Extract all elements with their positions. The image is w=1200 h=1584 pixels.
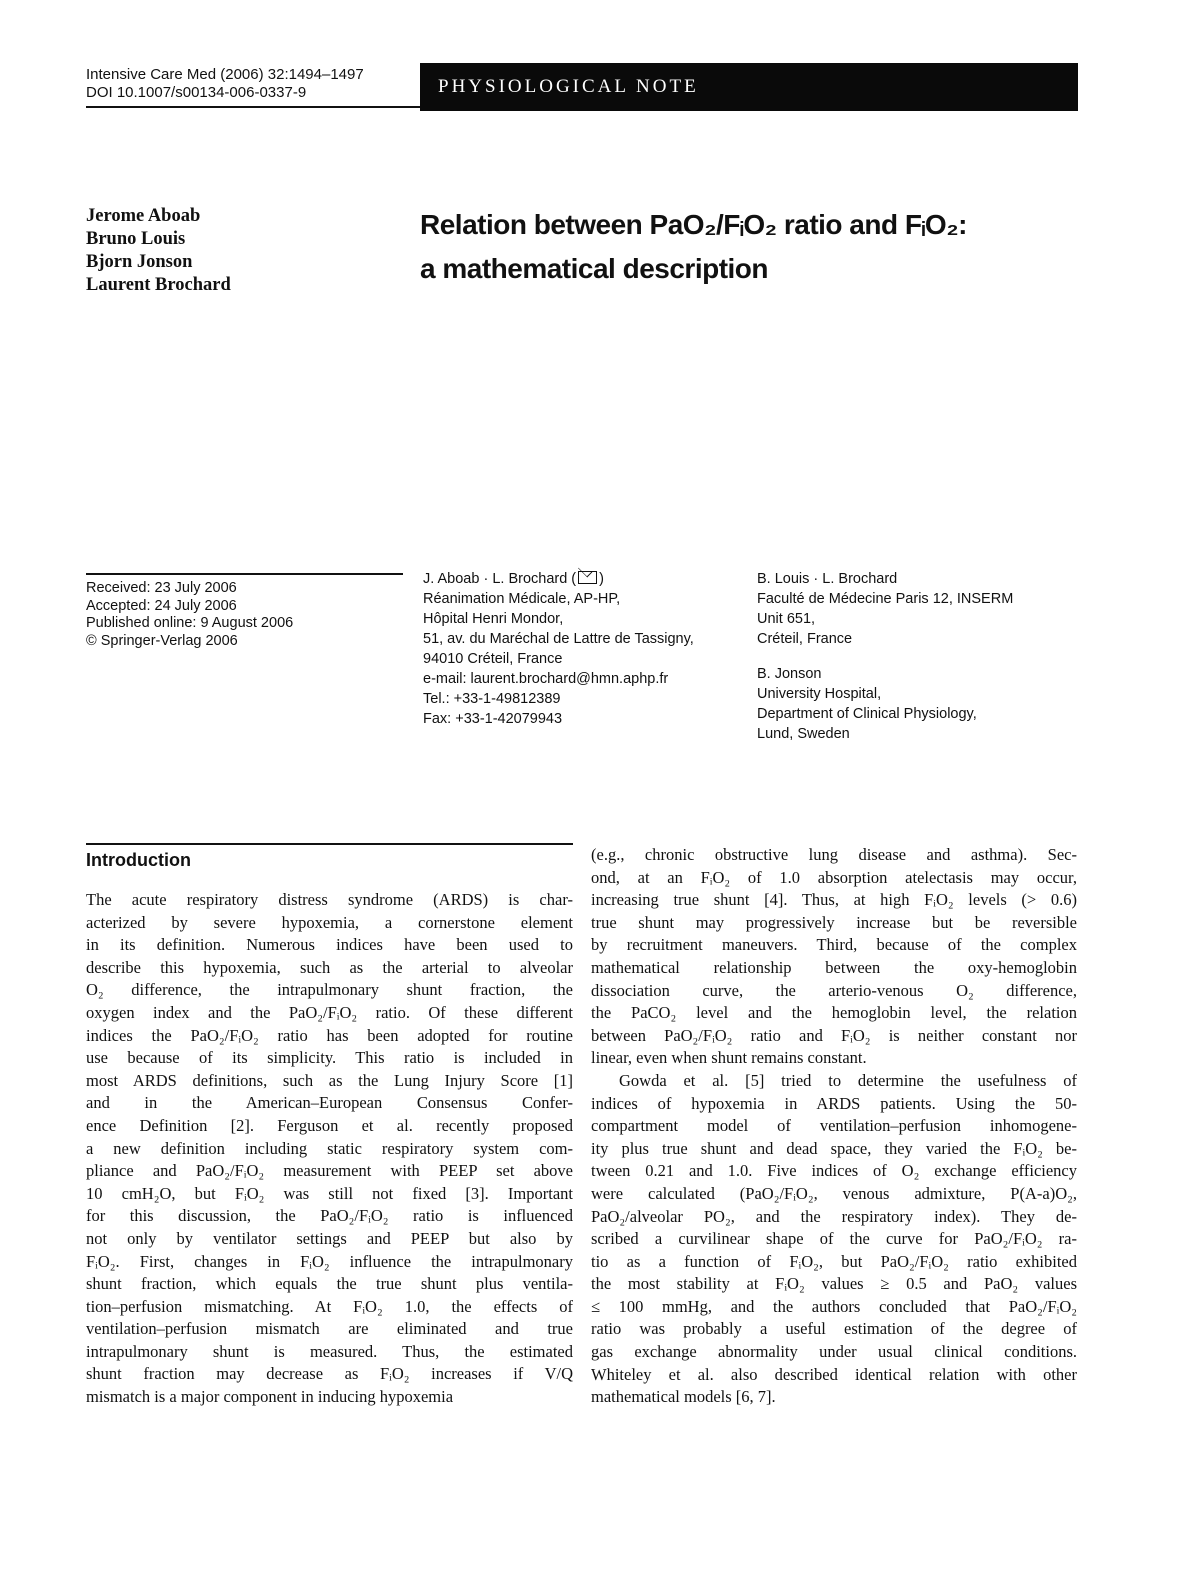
body-text-line: 10 cmH₂O, but FᵢO₂ was still not fixed [3]. Important [86, 1183, 573, 1203]
affiliation-line: 94010 Créteil, France [423, 651, 563, 667]
section-label-bar [420, 63, 1078, 111]
body-text-line: mathematical models [6, 7]. [591, 1387, 776, 1407]
body-text-line: (e.g., chronic obstructive lung disease and asthma). Sec- [591, 845, 1077, 864]
author-name: Bjorn Jonson [86, 252, 193, 272]
accepted-date: Accepted: 24 July 2006 [86, 597, 237, 614]
body-text-line: ≤ 100 mmHg, and the authors concluded that PaO₂/FᵢO₂ [591, 1296, 1077, 1316]
body-text-line: acterized by severe hypoxemia, a cornerstone element [86, 912, 573, 932]
body-text-line: tion–perfusion mismatching. At FᵢO₂ 1.0, the effects of [86, 1296, 573, 1316]
mail-icon [578, 571, 597, 584]
author-name: Laurent Brochard [86, 275, 231, 295]
affiliation-line: Faculté de Médecine Paris 12, INSERM [757, 591, 1014, 607]
affiliation-block [757, 569, 1013, 649]
affiliation-line: University Hospital, [757, 686, 882, 702]
body-text-line: Gowda et al. [5] tried to determine the usefulness of [619, 1070, 1077, 1090]
affiliation-line: 51, av. du Maréchal de Lattre de Tassigny, [423, 631, 694, 647]
body-text-line: O₂ difference, the intrapulmonary shunt fraction, the [86, 980, 573, 1000]
journal-citation: Intensive Care Med (2006) 32:1494–1497 [86, 66, 364, 83]
body-text-line: a new definition including static respiratory system com- [86, 1138, 573, 1158]
affiliation-line: Créteil, France [757, 631, 853, 647]
affiliation-block [423, 569, 694, 729]
body-text-line: ond, at an FᵢO₂ of 1.0 absorption atelectasis may occur, [591, 867, 1077, 887]
section-label: PHYSIOLOGICAL NOTE [438, 76, 699, 97]
body-text-line: dissociation curve, the arterio-venous O₂ difference, [591, 980, 1077, 1000]
affiliation-block [757, 664, 977, 744]
body-text-line: The acute respiratory distress syndrome (ARDS) is char- [86, 890, 573, 909]
journal-doi: DOI 10.1007/s00134-006-0337-9 [86, 84, 307, 101]
body-text-line: ity plus true shunt and dead space, they varied the FᵢO₂ be- [591, 1138, 1077, 1158]
affiliation-line: Unit 651, [757, 611, 816, 627]
body-text-line: shunt fraction, which equals the true shunt plus ventila- [86, 1274, 573, 1294]
body-text-line: ratio was probably a useful estimation of the degree of [591, 1319, 1077, 1339]
body-text-line: ventilation–perfusion mismatch are eliminated and true [86, 1319, 573, 1339]
body-text-line: true shunt may progressively increase but be reversible [591, 912, 1077, 932]
body-text-line: ence Definition [2]. Ferguson et al. recently proposed [86, 1115, 573, 1135]
body-text-line: indices the PaO₂/FᵢO₂ ratio has been adopted for routine [86, 1025, 573, 1045]
body-text-line: FᵢO₂. First, changes in FᵢO₂ influence the intrapulmonary [86, 1251, 573, 1271]
body-text-line: Whiteley et al. also described identical relation with other [591, 1364, 1077, 1384]
body-text-line: not only by ventilator settings and PEEP but also by [86, 1228, 573, 1248]
author-list [86, 205, 231, 297]
body-text-line: tween 0.21 and 1.0. Five indices of O₂ exchange efficiency [591, 1161, 1077, 1181]
body-text-line: gas exchange abnormality under usual clinical conditions. [591, 1342, 1077, 1362]
body-text-line: for this discussion, the PaO₂/FᵢO₂ ratio is influenced [86, 1206, 573, 1226]
published-date: Published online: 9 August 2006 [86, 615, 294, 631]
affiliation-line: Hôpital Henri Mondor, [423, 611, 564, 627]
body-text-line: increasing true shunt [4]. Thus, at high FᵢO₂ levels (> 0.6) [591, 890, 1077, 910]
body-text-line: mismatch is a major component in inducing hypoxemia [86, 1387, 454, 1407]
body-text-line: mathematical relationship between the oxy-hemoglobin [591, 957, 1077, 977]
affiliation-fax: Fax: +33-1-42079943 [423, 711, 563, 727]
affiliation-line: Department of Clinical Physiology, [757, 706, 977, 722]
author-name: Bruno Louis [86, 229, 186, 249]
body-text-line: pliance and PaO₂/FᵢO₂ measurement with PEEP set above [86, 1161, 573, 1181]
body-text-line: compartment model of ventilation–perfusion inhomogene- [591, 1116, 1077, 1136]
affiliation-email[interactable]: e-mail: laurent.brochard@hmn.aphp.fr [423, 671, 669, 687]
body-column-left [86, 889, 573, 1409]
body-text-line: linear, even when shunt remains constant. [591, 1048, 867, 1068]
section-heading: Introduction [86, 850, 191, 870]
affiliation-line: B. Jonson [757, 666, 822, 682]
affiliation-names-close: ) [599, 571, 604, 587]
body-text-line: between PaO₂/FᵢO₂ ratio and FᵢO₂ is neither constant nor [591, 1025, 1077, 1045]
body-text-line: in its definition. Numerous indices have been used to [86, 935, 573, 955]
body-text-line: the most stability at FᵢO₂ values ≥ 0.5 and PaO₂ values [591, 1274, 1077, 1294]
title-line: a mathematical description [420, 253, 769, 284]
received-date: Received: 23 July 2006 [86, 580, 237, 596]
journal-info [86, 66, 406, 102]
body-text-line: PaO₂/alveolar PO₂, and the respiratory index). They de- [591, 1206, 1077, 1226]
body-text-line: most ARDS definitions, such as the Lung Injury Score [1] [86, 1070, 573, 1090]
body-text-line: intrapulmonary shunt is measured. Thus, the estimated [86, 1341, 573, 1361]
body-text-line: oxygen index and the PaO₂/FᵢO₂ ratio. Of these different [86, 1002, 573, 1022]
copyright-notice: © Springer-Verlag 2006 [86, 632, 238, 649]
body-text-line: were calculated (PaO₂/FᵢO₂, venous admixture, P(A-a)O₂, [591, 1183, 1077, 1203]
dates-divider [86, 573, 403, 575]
body-text-line: describe this hypoxemia, such as the arterial to alveolar [86, 957, 573, 977]
body-text-line: by recruitment maneuvers. Third, because of the complex [591, 935, 1077, 955]
header-divider [86, 106, 420, 108]
affiliation-names [423, 569, 694, 589]
author-name: Jerome Aboab [86, 206, 201, 226]
body-text-line: the PaCO₂ level and the hemoglobin level, the relation [591, 1003, 1077, 1023]
title-line: Relation between PaO₂/FᵢO₂ ratio and FᵢO₂: [420, 209, 967, 240]
body-text-line: and in the American–European Consensus Confer- [86, 1093, 573, 1113]
affiliation-line: B. Louis · L. Brochard [757, 571, 898, 587]
body-column-right [591, 844, 1077, 1409]
body-text-line: scribed a curvilinear shape of the curve for PaO₂/FᵢO₂ ra- [591, 1229, 1077, 1249]
article-title [420, 203, 1080, 291]
body-text-line: shunt fraction may decrease as FᵢO₂ increases if V/Q [86, 1364, 573, 1384]
section-divider [86, 843, 573, 845]
body-text-line: use because of its simplicity. This ratio is included in [86, 1048, 573, 1068]
article-dates [86, 580, 293, 650]
body-text-line: tio as a function of FᵢO₂, but PaO₂/FᵢO₂ ratio exhibited [591, 1251, 1077, 1271]
affiliation-phone: Tel.: +33-1-49812389 [423, 691, 561, 707]
body-text-line: indices of hypoxemia in ARDS patients. Using the 50- [591, 1093, 1077, 1113]
affiliation-line: Lund, Sweden [757, 726, 850, 742]
affiliation-names-text: J. Aboab · L. Brochard ( [423, 571, 577, 587]
affiliation-line: Réanimation Médicale, AP-HP, [423, 591, 621, 607]
